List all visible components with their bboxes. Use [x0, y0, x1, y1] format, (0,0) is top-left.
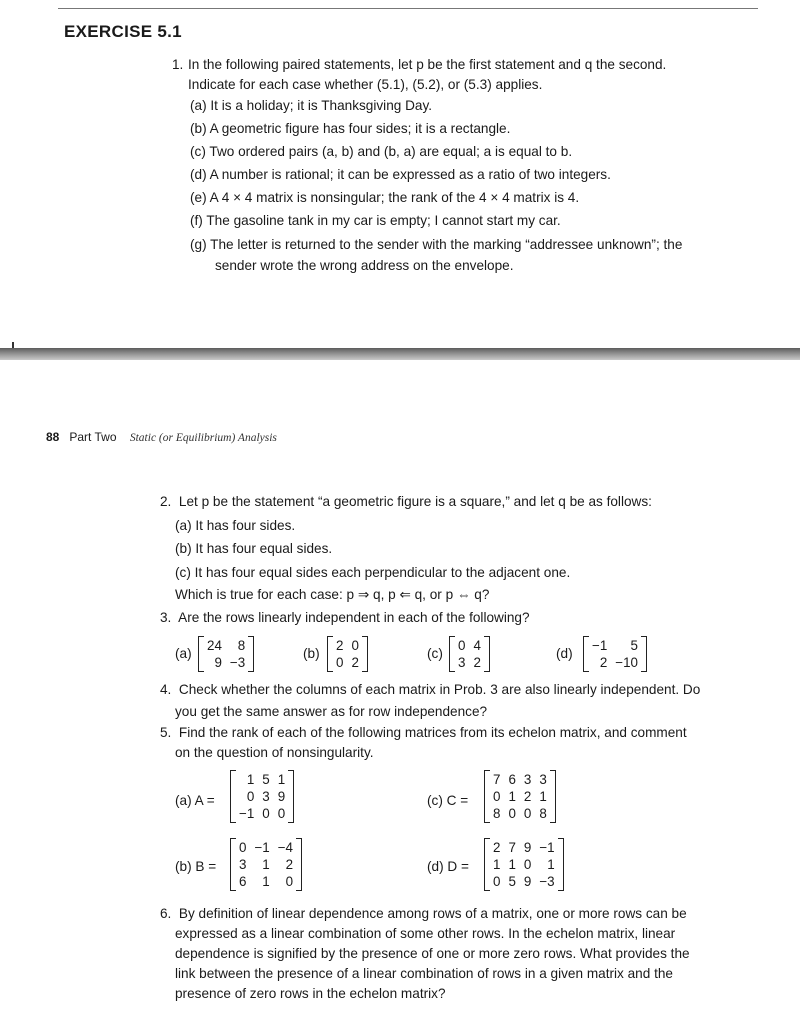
matrix-cell: 3: [523, 772, 532, 787]
matrix: [484, 838, 564, 891]
list-item: [175, 518, 295, 533]
item-tag: (d): [190, 167, 207, 182]
matrix-cell: 7: [493, 772, 501, 787]
question-3: [160, 610, 530, 625]
matrix-cell: 0: [277, 806, 286, 821]
matrix-cell: 2: [493, 840, 501, 855]
matrix-cell: −3: [539, 874, 555, 889]
matrix-cell: 6: [239, 874, 247, 889]
matrix-cell: 2: [523, 789, 532, 804]
item-text: A 4 × 4 matrix is nonsingular; the rank of the 4 × 4 matrix is 4.: [209, 190, 580, 205]
matrix-cell: 0: [262, 806, 270, 821]
question-6-line: link between the presence of a linear combination of rows in a given matrix and the: [175, 966, 673, 981]
matrix-cell: −1: [539, 840, 555, 855]
list-item: [190, 98, 432, 113]
item-tag: (g): [190, 237, 207, 252]
matrix-cell: 0: [246, 789, 255, 804]
question-4-line-2: you get the same answer as for row independence?: [175, 704, 488, 719]
matrix-cell: 24: [207, 638, 222, 653]
matrix-cell: −3: [229, 655, 246, 670]
matrix-cell: 8: [539, 806, 547, 821]
matrix-cell: 1: [508, 789, 516, 804]
item-tag: (e): [190, 190, 207, 205]
matrix-cell: 5: [508, 874, 516, 889]
question-6-line: presence of zero rows in the echelon matrix?: [175, 986, 446, 1001]
matrix-cell: 0: [523, 806, 532, 821]
matrix-label: (b): [303, 646, 320, 661]
matrix-cell: 3: [458, 655, 466, 670]
matrix-cell: −1: [254, 840, 270, 855]
matrix-cell: 0: [351, 638, 359, 653]
question-5-line-1: Find the rank of each of the following matrices from its echelon matrix, and comment: [178, 725, 687, 740]
matrix-cell: 3: [262, 789, 270, 804]
question-number: 1.: [172, 57, 184, 72]
matrix-cell: −4: [277, 840, 294, 855]
question-5: [160, 725, 687, 740]
page-number: 88: [46, 430, 60, 444]
matrix-cell: −10: [615, 655, 638, 670]
matrix-cell: 8: [237, 638, 246, 653]
item-text: It has four equal sides.: [195, 541, 333, 556]
matrix: [583, 636, 647, 672]
list-item: [190, 237, 682, 252]
matrix-label: (b) B =: [175, 859, 217, 874]
question-number: 5.: [160, 725, 172, 740]
matrix-cell: 2: [336, 638, 344, 653]
matrix-cell: 0: [285, 874, 294, 889]
matrix-cell: 2: [599, 655, 608, 670]
question-1-line-2: Indicate for each case whether (5.1), (5.2), or (5.3) applies.: [188, 77, 543, 92]
matrix-cell: 3: [539, 772, 547, 787]
chapter-title: Static (or Equilibrium) Analysis: [129, 432, 277, 444]
matrix-cell: 1: [262, 857, 270, 872]
matrix-cell: 5: [630, 638, 638, 653]
item-tag: (c): [175, 565, 191, 580]
item-text: A number is rational; it can be expressed as a ratio of two integers.: [209, 167, 611, 182]
matrix-label: (c) C =: [427, 793, 469, 808]
list-item: [175, 541, 332, 556]
top-rule: [58, 8, 758, 9]
item-text: The gasoline tank in my car is empty; I cannot start my car.: [206, 213, 561, 228]
question-number: 6.: [160, 906, 172, 921]
question-6-line: expressed as a linear combination of some other rows. In the echelon matrix, linear: [175, 926, 676, 941]
question-5-line-2: on the question of nonsingularity.: [175, 745, 374, 760]
page-break-band: [0, 348, 800, 360]
item-tag: (f): [190, 213, 203, 228]
matrix-label: (d): [556, 646, 573, 661]
matrix-cell: 0: [493, 874, 501, 889]
matrix: [230, 770, 294, 823]
question-2: [160, 494, 652, 509]
list-item: [190, 121, 510, 136]
item-text: It is a holiday; it is Thanksgiving Day.: [210, 98, 433, 113]
item-text: A geometric figure has four sides; it is a rectangle.: [209, 121, 511, 136]
exercise-title: EXERCISE 5.1: [64, 22, 182, 41]
question-1-line-1: In the following paired statements, let p be the first statement and q the second.: [188, 57, 667, 72]
question-2-which: Which is true for each case: p ⇒ q, p ⇐ q, or p ⇔ q?: [175, 587, 490, 602]
list-item-continuation: sender wrote the wrong address on the envelope.: [215, 258, 514, 273]
matrix-cell: 0: [508, 806, 516, 821]
matrix-cell: 1: [547, 857, 555, 872]
matrix: [449, 636, 490, 672]
question-number: 3.: [160, 610, 172, 625]
item-tag: (b): [190, 121, 207, 136]
matrix-cell: −1: [592, 638, 608, 653]
item-tag: (c): [190, 144, 206, 159]
matrix-cell: 0: [458, 638, 466, 653]
matrix-label: (a): [175, 646, 192, 661]
matrix: [198, 636, 254, 672]
matrix-cell: 9: [214, 655, 222, 670]
question-4-line-1: Check whether the columns of each matrix in Prob. 3 are also linearly independent. Do: [178, 682, 701, 697]
list-item: [175, 565, 570, 580]
matrix-cell: 4: [473, 638, 481, 653]
item-tag: (b): [175, 541, 192, 556]
matrix-cell: 1: [277, 772, 286, 787]
item-tag: (a): [175, 518, 192, 533]
matrix-cell: 1: [493, 857, 501, 872]
matrix-cell: 1: [508, 857, 516, 872]
part-label: Part Two: [69, 430, 117, 444]
list-item: [190, 190, 579, 205]
question-2-text: Let p be the statement “a geometric figure is a square,” and let q be as follows:: [178, 494, 652, 509]
list-item: [190, 213, 561, 228]
item-text: The letter is returned to the sender with the marking “addressee unknown”; the: [210, 237, 683, 252]
matrix-cell: 5: [262, 772, 270, 787]
question-6-line: dependence is signified by the presence of one or more zero rows. What provides the: [175, 946, 690, 961]
matrix-cell: 0: [523, 857, 532, 872]
matrix-label: (d) D =: [427, 859, 469, 874]
matrix-cell: 1: [246, 772, 255, 787]
matrix: [484, 770, 556, 823]
item-text: Two ordered pairs (a, b) and (b, a) are equal; a is equal to b.: [209, 144, 573, 159]
matrix-cell: 3: [239, 857, 247, 872]
matrix-cell: 1: [262, 874, 270, 889]
matrix: [327, 636, 368, 672]
list-item: [190, 144, 572, 159]
matrix: [230, 838, 302, 891]
matrix-label: (a) A =: [175, 793, 215, 808]
matrix-cell: 7: [508, 840, 516, 855]
question-6: [160, 906, 687, 921]
matrix-cell: 9: [523, 840, 532, 855]
item-text: It has four equal sides each perpendicular to the adjacent one.: [194, 565, 571, 580]
matrix-cell: −1: [239, 806, 255, 821]
matrix-cell: 0: [239, 840, 247, 855]
item-tag: (a): [190, 98, 207, 113]
matrix-cell: 2: [351, 655, 359, 670]
list-item: [190, 167, 611, 182]
matrix-cell: 1: [539, 789, 547, 804]
question-4: [160, 682, 700, 697]
matrix-cell: 6: [508, 772, 516, 787]
question-number: 2.: [160, 494, 172, 509]
matrix-label: (c): [427, 646, 443, 661]
matrix-cell: 0: [493, 789, 501, 804]
question-number: 4.: [160, 682, 172, 697]
matrix-cell: 2: [473, 655, 481, 670]
matrix-cell: 9: [277, 789, 286, 804]
question-6-line: By definition of linear dependence among rows of a matrix, one or more rows can be: [178, 906, 687, 921]
running-head: [46, 430, 277, 444]
question-3-text: Are the rows linearly independent in each of the following?: [178, 610, 530, 625]
matrix-cell: 0: [336, 655, 344, 670]
item-text: It has four sides.: [195, 518, 296, 533]
matrix-cell: 2: [285, 857, 294, 872]
matrix-cell: 8: [493, 806, 501, 821]
matrix-cell: 9: [523, 874, 532, 889]
